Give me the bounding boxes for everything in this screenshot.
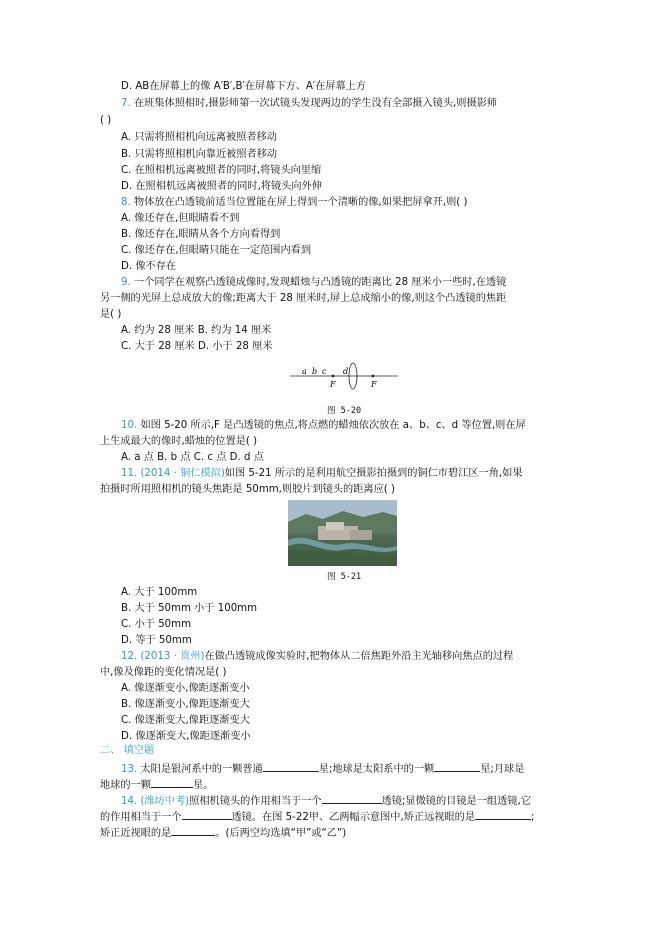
question-11-text-2: 拍摄时所用照相机的镜头焦距是 50mm,则胶片到镜头的距离应( ) xyxy=(100,484,395,495)
question-11-option-b: B. 大于 50mm 小于 100mm xyxy=(121,603,258,614)
point-a-label: a xyxy=(302,367,307,376)
question-7-option-c: C. 在照相机远离被照者的同时,将镜头向里缩 xyxy=(121,165,322,176)
question-8 xyxy=(121,196,467,210)
focus-point-left xyxy=(332,375,335,378)
question-11-option-a: A. 大于 100mm xyxy=(121,587,198,598)
question-9-options-ab: A. 约为 28 厘米 B. 约为 14 厘米 xyxy=(121,325,272,336)
question-13-text-5: 星。 xyxy=(192,780,214,791)
answer-blank-3[interactable] xyxy=(151,776,193,788)
question-12-option-c: C. 像逐渐变大,像距逐渐变大 xyxy=(121,715,250,726)
question-14-number: 14. xyxy=(121,796,138,807)
question-14-source: (潍坊中考) xyxy=(140,796,190,807)
question-13-line-2 xyxy=(100,776,213,793)
figure-5-20-caption: 图 5-20 xyxy=(327,406,362,416)
section-fill-in-heading: 二、 填空题 xyxy=(100,745,155,756)
question-7-number: 7. xyxy=(121,98,131,109)
question-14-text-2: 透镜;显微镜的目镜是一组透镜,它 xyxy=(381,796,531,807)
question-12-option-d: D. 像逐渐变大,像距逐渐变小 xyxy=(121,731,251,742)
question-12-option-a: A. 像逐渐变小,像距逐渐变小 xyxy=(121,683,250,694)
figure-5-21-caption: 图 5-21 xyxy=(327,572,362,582)
point-d-label: d xyxy=(343,367,349,376)
question-12-option-b: B. 像逐渐变小,像距逐渐变大 xyxy=(121,699,250,710)
question-9-number: 9. xyxy=(121,277,131,288)
focus-left-label: F xyxy=(330,380,336,389)
answer-blank-2[interactable] xyxy=(434,760,480,772)
answer-blank-5[interactable] xyxy=(182,808,232,820)
question-10-options: A. a 点 B. b 点 C. c 点 D. d 点 xyxy=(121,452,264,463)
question-8-option-b: B. 像还存在,眼睛从各个方向看得到 xyxy=(121,229,281,240)
question-11-text-1: 如图 5-21 所示的是利用航空摄影拍摄到的铜仁市碧江区一角,如果 xyxy=(224,468,523,479)
question-13-text-2: 星;地球是太阳系中的一颗 xyxy=(318,764,435,775)
question-7-paren: ( ) xyxy=(100,115,112,126)
question-14-text-5: ; xyxy=(531,812,535,823)
question-13-text-3: 星;月球是 xyxy=(480,764,525,775)
question-14-line-2 xyxy=(100,808,534,825)
question-14-text-1: 照相机镜头的作用相当于一个 xyxy=(189,796,322,807)
point-c-label: c xyxy=(322,367,327,376)
question-12-text-2: 中,像及像距的变化情况是( ) xyxy=(100,667,227,678)
question-10-number: 10. xyxy=(121,420,138,431)
question-14 xyxy=(121,792,531,809)
question-11-option-c: C. 小于 50mm xyxy=(121,619,192,630)
question-14-text-4: 透镜。在图 5-22甲、乙两幅示意图中,矫正远视眼的是 xyxy=(231,812,476,823)
figure-5-21-aerial-photo xyxy=(288,500,397,566)
question-12-number: 12. xyxy=(121,651,138,662)
question-9 xyxy=(121,276,506,290)
answer-blank-7[interactable] xyxy=(171,824,215,836)
question-9-text-2: 另一侧的光屏上总成放大的像;距离大于 28 厘米时,屏上总成缩小的像,则这个凸透镜的焦距 xyxy=(100,293,507,304)
question-14-text-7: 。(后两空均选填“甲”或“乙”) xyxy=(215,828,347,839)
question-14-text-6: 矫正近视眼的是 xyxy=(100,828,172,839)
question-14-text-3: 的作用相当于一个 xyxy=(100,812,182,823)
figure-5-20-lens-diagram xyxy=(288,362,400,392)
question-9-text-3: 是( ) xyxy=(100,309,122,320)
question-9-text-1: 一个同学在观察凸透镜成像时,发现蜡烛与凸透镜的距离比 28 厘米小一些时,在透镜 xyxy=(133,277,507,288)
question-12-text-1: 在做凸透镜成像实验时,把物体从二倍焦距外沿主光轴移向焦点的过程 xyxy=(204,651,514,662)
question-14-line-3 xyxy=(100,824,346,841)
question-8-option-c: C. 像还存在,但眼睛只能在一定范围内看到 xyxy=(121,245,312,256)
question-8-option-a: A. 像还存在,但眼睛看不到 xyxy=(121,213,240,224)
question-10 xyxy=(121,419,526,433)
question-13 xyxy=(121,760,524,777)
question-13-text-4: 地球的一颗 xyxy=(100,780,151,791)
question-11-source: (2014 · 铜仁模拟) xyxy=(140,468,225,479)
question-12 xyxy=(121,650,513,664)
question-8-option-d: D. 像不存在 xyxy=(121,261,177,272)
option-d-line: D. AB在屏幕上的像 A′B′,B′在屏幕下方、A′在屏幕上方 xyxy=(121,81,367,92)
question-12-source: (2013 · 贵州) xyxy=(140,651,205,662)
question-7-text: 在班集体照相时,摄影师第一次试镜头发现两边的学生没有全部摄入镜头,则摄影师 xyxy=(133,98,498,109)
question-7-option-b: B. 只需将照相机向靠近被照者移动 xyxy=(121,149,278,160)
question-8-text: 物体放在凸透镜前适当位置能在屏上得到一个清晰的像,如果把屏拿开,则( ) xyxy=(133,197,468,208)
question-11-number: 11. xyxy=(121,468,138,479)
question-13-text-1: 太阳是银河系中的一颗普通 xyxy=(140,764,263,775)
question-9-options-cd: C. 大于 28 厘米 D. 小于 28 厘米 xyxy=(121,341,273,352)
answer-blank-1[interactable] xyxy=(263,760,319,772)
question-10-text-2: 上生成最大的像时,蜡烛的位置是( ) xyxy=(100,436,258,447)
answer-blank-6[interactable] xyxy=(475,808,531,820)
question-11-option-d: D. 等于 50mm xyxy=(121,635,192,646)
question-8-number: 8. xyxy=(121,197,131,208)
question-7 xyxy=(121,97,497,111)
question-13-number: 13. xyxy=(121,764,138,775)
aerial-photo-art xyxy=(288,500,397,566)
question-11 xyxy=(121,467,523,481)
answer-blank-4[interactable] xyxy=(322,792,382,804)
question-7-option-d: D. 在照相机远离被照者的同时,将镜头向外伸 xyxy=(121,181,322,192)
question-7-option-a: A. 只需将照相机向远离被照者移动 xyxy=(121,132,277,143)
focus-right-label: F xyxy=(371,380,377,389)
focus-point-right xyxy=(372,375,375,378)
point-b-label: b xyxy=(312,367,318,376)
question-10-text-1: 如图 5-20 所示,F 是凸透镜的焦点,将点燃的蜡烛依次放在 a、b、c、d 等位置,则在屏 xyxy=(140,420,526,431)
